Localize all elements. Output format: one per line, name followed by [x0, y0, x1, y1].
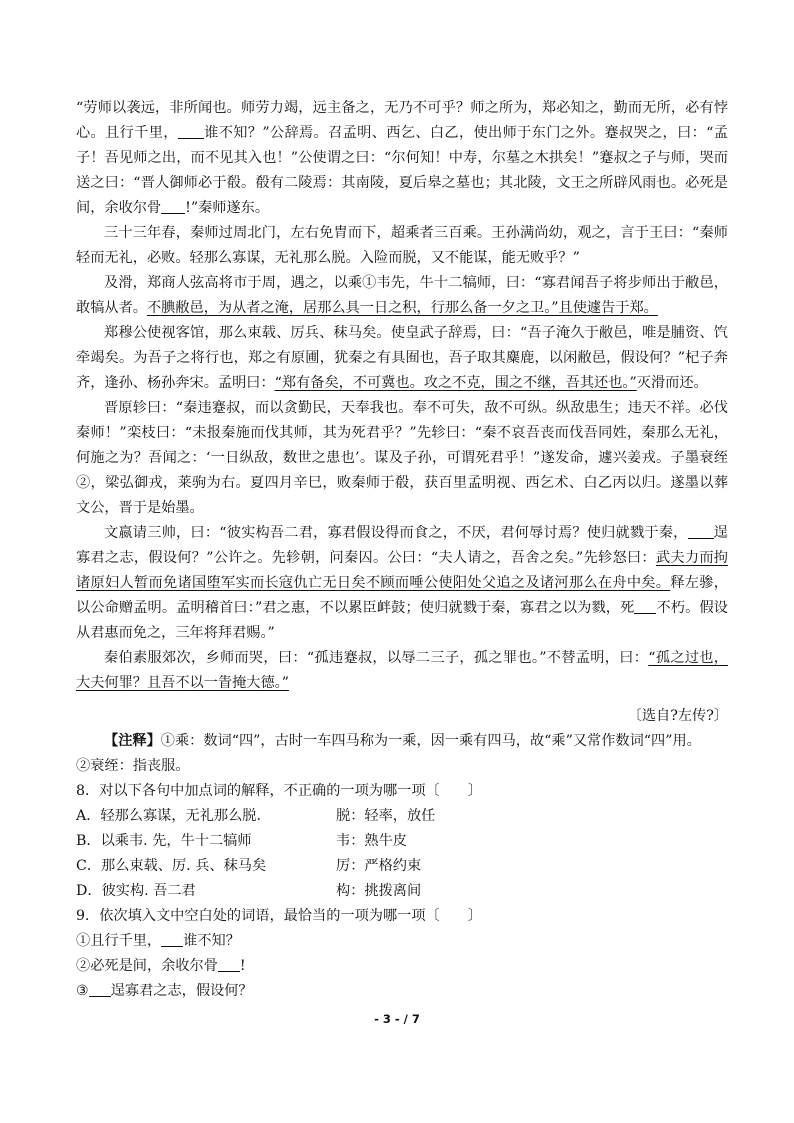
blank-3 [688, 523, 714, 539]
question-8-option-b[interactable]: B．以乘韦. 先，牛十二犒师 韦：熟牛皮 [76, 833, 407, 849]
page-number: - 3 - / 7 [374, 1012, 420, 1026]
underlined-sentence-3: 武夫力而拘诸原妇人暂而免诸国堕军实而长寇仇亡无日矣不顾而唾公使阳处父追之及诸河那么在舟中矣。 [76, 550, 728, 591]
blank-1 [178, 123, 204, 139]
passage-paragraph-7: 秦伯素服郊次，乡师而哭，曰：“孤违蹇叔，以辱二三子，孤之罪也。”不替孟明，曰：“孤之过也，大夫何罪？且吾不以一眚掩大德。” [76, 650, 728, 691]
blank-2 [161, 198, 185, 214]
underlined-sentence-4: “孤之过也，大夫何罪？且吾不以一眚掩大德。” [76, 650, 728, 691]
passage-paragraph-3: 及滑，郑商人弦高将市于周，遇之，以乘①韦先，牛十二犒师，曰：“寡君闻吾子将步师出于敝邑，敢犒从者。不腆敝邑，为从者之淹，居那么具一日之积，行那么备一夕之卫。”且使遽告于郑。 [76, 275, 728, 316]
question-9-item-3: ③ 逞寡君之志，假设何？ [76, 983, 253, 999]
question-9-item-2: ②必死是间，余收尔骨 ! [76, 958, 246, 974]
underlined-sentence-2: “郑有备矣，不可冀也。攻之不克，围之不继，吾其还也。” [274, 375, 637, 391]
blank-4 [634, 598, 656, 614]
document-content [76, 96, 728, 1004]
passage-paragraph-1: “劳师以袭远，非所闻也。师劳力竭，远主备之，无乃不可乎？师之所为，郑必知之，勤而无所，必有悖心。且行千里， 谁不知？”公辞焉。召孟明、西乞、白乙，使出师于东门之外。蹇叔哭之，曰：“孟子！吾见师之出，而不见其入也！”公使谓之曰：“尔何知！中寿，尔墓之木拱矣！”蹇叔之子与师，哭而送之曰：“晋人御师必于殽。殽有二陵焉：其南陵，夏后皋之墓也；其北陵，文王之所辟风雨也。必死是间，余收尔骨 !”秦师遂东。 [76, 100, 728, 216]
question-8-option-a[interactable]: A．轻那么寡谋，无礼那么脱. 脱：轻率，放任 [76, 808, 436, 824]
source-citation: 〔选自?左传?〕 [627, 708, 728, 724]
annotation-line-1: 【注释】①乘：数词“四”，古时一车四马称为一乘，因一乘有四马，故“乘”又常作数词“四”用。 [104, 733, 701, 749]
question-8-stem: 8．对以下各句中加点词的解释，不正确的一项为哪一项〔 〕 [76, 783, 482, 799]
passage-paragraph-2: 三十三年春，秦师过周北门，左右免胄而下，超乘者三百乘。王孙满尚幼，观之，言于王曰：“秦师轻而无礼，必败。轻那么寡谋，无礼那么脱。入险而脱，又不能谋，能无败乎？” [76, 225, 728, 266]
passage-paragraph-4: 郑穆公使视客馆，那么束载、厉兵、秣马矣。使皇武子辞焉，曰：“吾子淹久于敝邑，唯是脯资、饩牵竭矣。为吾子之将行也，郑之有原圃，犹秦之有具囿也，吾子取其麋鹿，以闲敝邑，假设何？”杞子奔齐，逢孙、杨孙奔宋。孟明曰：“郑有备矣，不可冀也。攻之不克，围之不继，吾其还也。”灭滑而还。 [76, 325, 728, 391]
question-8-option-c[interactable]: C．那么束载、厉. 兵、秣马矣 厉：严格约束 [76, 858, 422, 874]
annotation-line-2: ②衰绖：指丧服。 [76, 758, 190, 774]
passage-paragraph-6: 文嬴请三帅，曰：“彼实构吾二君，寡君假设得而食之，不厌，君何辱讨焉？使归就戮于秦， 逞寡君之志，假设何？”公许之。先轸朝，问秦囚。公曰：“夫人请之，吾舍之矣。”先轸怒曰：武夫力而拘诸原妇人暂而免诸国堕军实而长寇仇亡无日矣不顾而唾公使阳处父追之及诸河那么在舟中矣。释左骖，以公命赠孟明。孟明稽首曰：”君之惠，不以累臣衅鼓；使归就戮于秦，寡君之以为戮，死 不朽。假设从君惠而免之，三年将拜君赐。” [76, 525, 728, 641]
underlined-sentence-1: 不腆敝邑，为从者之淹，居那么具一日之积，行那么备一夕之卫。”且使遽告于郑。 [146, 300, 658, 316]
passage-paragraph-5: 晋原轸曰：“秦违蹇叔，而以贪勤民，天奉我也。奉不可失，敌不可纵。纵敌患生；违天不祥。必伐秦师！”栾枝曰：“未报秦施而伐其师，其为死君乎？”先轸曰：“秦不哀吾丧而伐吾同姓，秦那么无礼，何施之为？吾闻之：‘一日纵敌，数世之患也’。谋及子孙，可谓死君乎！”遂发命，遽兴姜戎。子墨衰绖②，梁弘御戎，莱驹为右。夏四月辛巳，败秦师于殽，获百里孟明视、西乞术、白乙丙以归。遂墨以葬文公，晋于是始墨。 [76, 400, 728, 516]
question-9-item-1: ①且行千里， 谁不知？ [76, 933, 240, 949]
question-9-stem: 9．依次填入文中空白处的词语，最恰当的一项为哪一项〔 〕 [76, 908, 482, 924]
question-8-option-d[interactable]: D．彼实构. 吾二君 构：挑拨离间 [76, 883, 422, 899]
annotation-heading: 【注释】 [104, 733, 161, 749]
